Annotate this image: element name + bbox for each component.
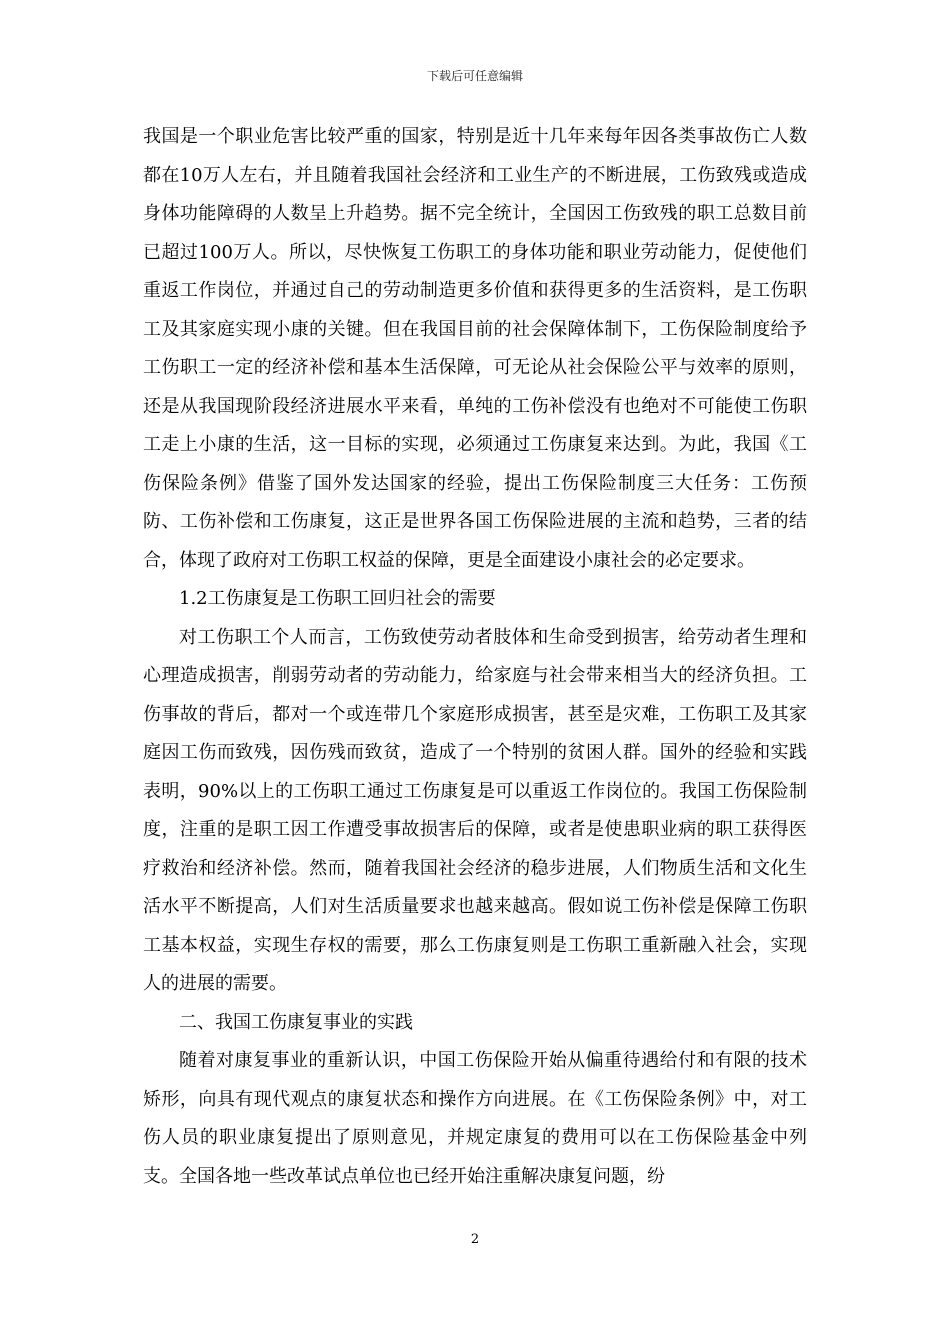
section-heading-1-2: 1.2工伤康复是工伤职工回归社会的需要 — [179, 588, 496, 609]
page-header: 下载后可任意编辑 — [426, 69, 523, 83]
paragraph-3: 随着对康复事业的重新认识，中国工伤保险开始从偏重待遇给付和有限的技术矫形，向具有现代观点的康复状态和操作方向进展。在《工伤保险条例》中，对工伤人员的职业康复提出了原则意见，并规定康复的费用可以在工伤保险基金中列支。全国各地一些改革试点单位也已经开始注重解决康复问题，纷 — [143, 1050, 807, 1187]
paragraph-1: 我国是一个职业危害比较严重的国家，特别是近十几年来每年因各类事故伤亡人数都在10万人左右，并且随着我国社会经济和工业生产的不断进展，工伤致残或造成身体功能障碍的人数呈上升趋势。据不完全统计，全国因工伤致残的职工总数目前已超过100万人。所以，尽快恢复工伤职工的身体功能和职业劳动能力，促使他们重返工作岗位，并通过自己的劳动制造更多价值和获得更多的生活资料，是工伤职工及其家庭实现小康的关键。但在我国目前的社会保障体制下，工伤保险制度给予工伤职工一定的经济补偿和基本生活保障，可无论从社会保险公平与效率的原则，还是从我国现阶段经济进展水平来看，单纯的工伤补偿没有也绝对不可能使工伤职工走上小康的生活，这一目标的实现，必须通过工伤康复来达到。为此，我国《工伤保险条例》借鉴了国外发达国家的经验，提出工伤保险制度三大任务：工伤预防、工伤补偿和工伤康复，这正是世界各国工伤保险进展的主流和趋势，三者的结合，体现了政府对工伤职工权益的保障，更是全面建设小康社会的必定要求。 — [143, 126, 807, 571]
section-heading-2: 二、我国工伤康复事业的实践 — [179, 1011, 413, 1033]
document-body — [143, 118, 807, 1196]
paragraph-2: 对工伤职工个人而言，工伤致使劳动者肢体和生命受到损害，给劳动者生理和心理造成损害，削弱劳动者的劳动能力，给家庭与社会带来相当大的经济负担。工伤事故的背后，都对一个或连带几个家庭形成损害，甚至是灾难，工伤职工及其家庭因工伤而致残，因伤残而致贫，造成了一个特别的贫困人群。国外的经验和实践表明，90%以上的工伤职工通过工伤康复是可以重返工作岗位的。我国工伤保险制度，注重的是职工因工作遭受事故损害后的保障，或者是使患职业病的职工获得医疗救治和经济补偿。然而，随着我国社会经济的稳步进展，人们物质生活和文化生活水平不断提高，人们对生活质量要求也越来越高。假如说工伤补偿是保障工伤职工基本权益，实现生存权的需要，那么工伤康复则是工伤职工重新融入社会，实现人的进展的需要。 — [143, 626, 807, 994]
page-number: 2 — [470, 1232, 480, 1247]
